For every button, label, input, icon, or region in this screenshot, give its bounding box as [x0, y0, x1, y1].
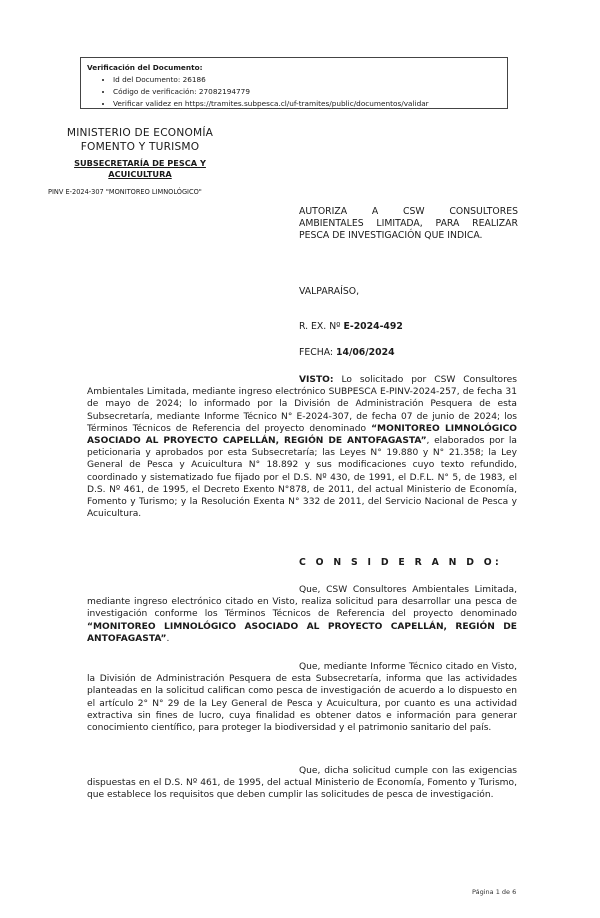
resolution-value: E-2024-492 — [343, 321, 403, 332]
visto-text-b: , elaborados por la peticionaria y aprobados por esta Subsecretaría; las Leyes N° 19.880 y N° 21.358; la Ley General de Pesca y Acuicultura N° 18.892 y sus modificaciones cuyo texto refundido, coordinado y sistematizado fue fijado por el D.S. Nº 430, de 1991, el D.F.L. N° 5, de 1983, el D.S. Nº 461, de 1995, el Decreto Exento N°878, de 2011, del actual Ministerio de Economía, Fomento y Turismo; y la Resolución Exenta N° 332 de 2011, del Servicio Nacional de Pesca y Acuicultura. — [87, 436, 517, 520]
considerando-2: Que, mediante Informe Técnico citado en Visto, la División de Administración Pesquera de esta Subsecretaría, informa que las actividades planteadas en la solicitud califican como pesca de investigación de acuerdo a lo dispuesto en el artículo 2° N° 29 de la Ley General de Pesca y Acuicultura, por cuanto es una actividad extractiva sin fines de lucro, cuya finalidad es obtener datos e información para generar conocimiento científico, para proteger la biodiversidad y el patrimonio sanitario del país. — [87, 662, 517, 734]
date-value: 14/06/2024 — [336, 347, 395, 358]
considerando-1 — [87, 584, 517, 645]
resolution-number — [299, 321, 403, 332]
visto-project: “MONITOREO LIMNOLÓGICO ASOCIADO AL PROYECTO CAPELLÁN, REGIÓN DE ANTOFAGASTA” — [87, 423, 517, 447]
verification-list — [87, 74, 501, 109]
c1-text-b: . — [166, 633, 170, 644]
ministry-name — [40, 126, 240, 154]
date-label: FECHA: — [299, 347, 336, 358]
verification-url[interactable]: • Verificar validez en https://tramites.subpesca.cl/uf-tramites/public/documentos/validar — [113, 98, 501, 109]
verification-title: Verificación del Documento: — [87, 63, 203, 72]
visto-paragraph — [87, 374, 517, 520]
ministry-line-1: MINISTERIO DE ECONOMÍA — [66, 127, 214, 139]
subsecretaria-text: SUBSECRETARÍA DE PESCA Y ACUICULTURA — [74, 158, 206, 179]
resolution-date — [299, 347, 395, 358]
considerando-heading: C O N S I D E R A N D O: — [299, 557, 503, 568]
c1-text-a: Que, CSW Consultores Ambientales Limitada, mediante ingreso electrónico citado en Visto, realiza solicitud para desarrollar una pesca de investigación conforme los Términos Técnicos de Referencia del proyecto denominado — [87, 585, 517, 620]
place: VALPARAÍSO, — [299, 286, 360, 297]
ministry-line-2: FOMENTO Y TURISMO — [80, 141, 200, 153]
document-id: • Id del Documento: 26186 — [113, 74, 501, 86]
subsecretaria-name — [50, 158, 230, 180]
authorization-summary: AUTORIZA A CSW CONSULTORES AMBIENTALES LIMITADA, PARA REALIZAR PESCA DE INVESTIGACIÓN QUE INDICA. — [299, 206, 518, 241]
considerando-3: Que, dicha solicitud cumple con las exigencias dispuestas en el D.S. Nº 461, de 1995, del actual Ministerio de Economía, Fomento y Turismo, que establece los requisitos que deben cumplir las solicitudes de pesca de investigación. — [87, 766, 517, 801]
pinv-reference: PINV E-2024-307 "MONITOREO LIMNOLÓGICO" — [48, 188, 202, 196]
visto-label: VISTO: — [299, 375, 334, 385]
verification-box — [80, 57, 508, 109]
visto-text-a: Lo solicitado por CSW Consultores Ambientales Limitada, mediante ingreso electrónico SUBPESCA E-PINV-2024-257, de fecha 31 de mayo de 2024; lo informado por la División de Administración Pesquera de esta Subsecretaría, mediante Informe Técnico N° E-2024-307, de fecha 07 de junio de 2024; los Términos Técnicos de Referencia del proyecto denominado — [87, 375, 517, 434]
resolution-label: R. EX. Nº — [299, 321, 344, 332]
c1-project: “MONITOREO LIMNOLÓGICO ASOCIADO AL PROYECTO CAPELLÁN, REGIÓN DE ANTOFAGASTA” — [87, 621, 517, 644]
verification-code: • Código de verificación: 27082194779 — [113, 86, 501, 98]
page-number: Página 1 de 6 — [472, 888, 517, 896]
